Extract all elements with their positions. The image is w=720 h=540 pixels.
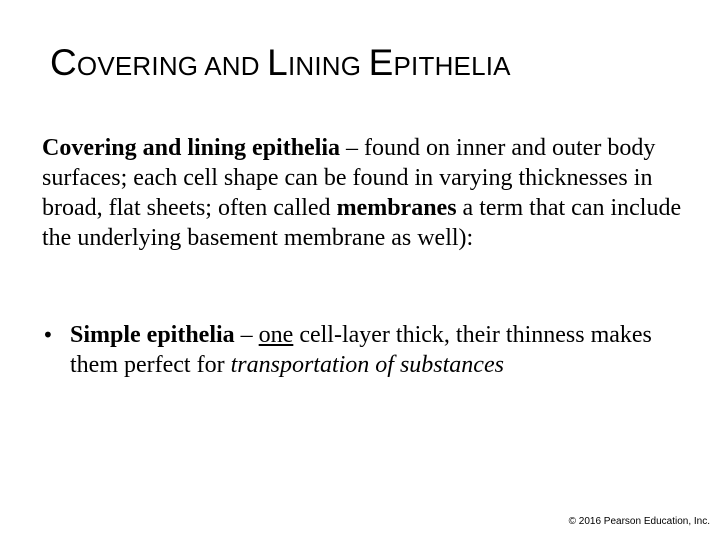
title-word-covering: OVERING xyxy=(76,51,199,81)
bullet-item xyxy=(42,320,712,380)
bullet-text-1: cell-layer thick, their thinness makes them perfect for xyxy=(70,322,652,378)
bullet-icon: • xyxy=(42,323,54,347)
title-word-and: AND xyxy=(204,51,260,81)
intro-paragraph xyxy=(42,133,712,253)
bullet-text xyxy=(70,320,690,380)
bullet-dash: – xyxy=(234,322,259,348)
title-word-epithelia: PITHELIA xyxy=(393,51,511,81)
paragraph-term: Covering and lining epithelia xyxy=(42,135,341,161)
title-word-lining: INING xyxy=(287,51,362,81)
paragraph-keyword: membranes xyxy=(336,195,457,221)
paragraph-text-2: a term that can include the underlying basement membrane as well): xyxy=(42,195,682,251)
copyright-footer: © 2016 Pearson Education, Inc. xyxy=(568,516,710,527)
bullet-emphasis: transportation of substances xyxy=(230,352,504,378)
bullet-term: Simple epithelia xyxy=(70,322,235,348)
bullet-underlined-word: one xyxy=(258,322,294,348)
title-initial-c: C xyxy=(50,42,77,83)
paragraph-text-1: – found on inner and outer body surfaces; each cell shape can be found in varying thicknesses in broad, flat sheets; often called xyxy=(42,135,656,221)
title-initial-e: E xyxy=(368,42,394,83)
slide-title xyxy=(50,44,511,81)
title-initial-l: L xyxy=(267,42,288,83)
